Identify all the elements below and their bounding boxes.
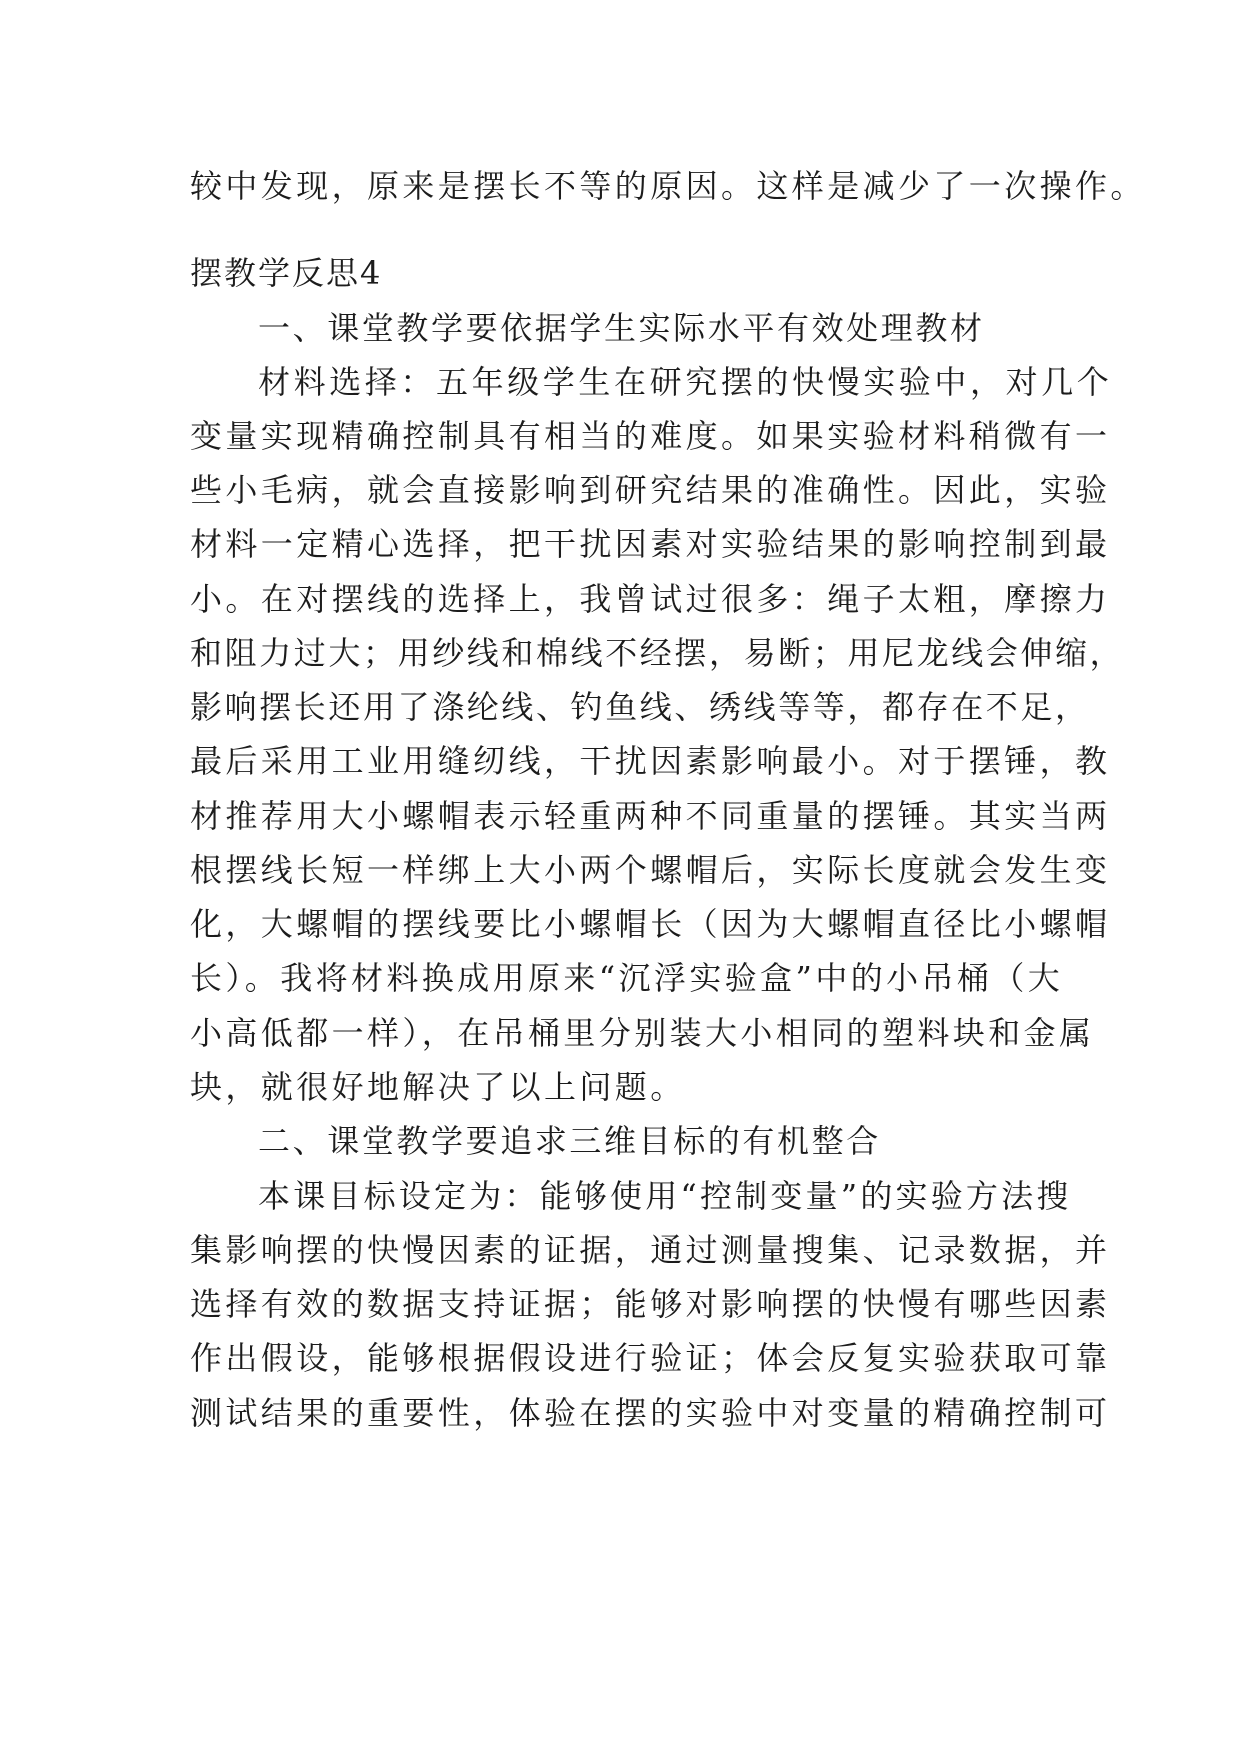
paragraph-line: 本课目标设定为：能够使用“控制变量”的实验方法搜 xyxy=(258,1177,1072,1215)
paragraph-line: 较中发现，原来是摆长不等的原因。这样是减少了一次操作。 xyxy=(190,167,1146,205)
paragraph-line: 影响摆长还用了涤纶线、钓鱼线、绣线等等，都存在不足， xyxy=(190,688,1090,726)
paragraph-line: 块，就很好地解决了以上问题。 xyxy=(190,1068,686,1106)
paragraph-line: 化，大螺帽的摆线要比小螺帽长（因为大螺帽直径比小螺帽 xyxy=(190,905,1111,943)
paragraph-line: 选择有效的数据支持证据；能够对影响摆的快慢有哪些因素 xyxy=(190,1285,1111,1323)
paragraph-line: 材料一定精心选择，把干扰因素对实验结果的影响控制到最 xyxy=(190,525,1111,563)
subheading: 一、课堂教学要依据学生实际水平有效处理教材 xyxy=(258,309,985,347)
paragraph-line: 些小毛病，就会直接影响到研究结果的准确性。因此，实验 xyxy=(190,471,1111,509)
paragraph-line: 小。在对摆线的选择上，我曾试过很多：绳子太粗，摩擦力 xyxy=(190,580,1111,618)
paragraph-line: 作出假设，能够根据假设进行验证；体会反复实验获取可靠 xyxy=(190,1339,1111,1377)
paragraph-line: 材料选择：五年级学生在研究摆的快慢实验中，对几个 xyxy=(258,363,1113,401)
paragraph-line: 最后采用工业用缝纫线，干扰因素影响最小。对于摆锤，教 xyxy=(190,742,1111,780)
paragraph-line: 测试结果的重要性，体验在摆的实验中对变量的精确控制可 xyxy=(190,1394,1111,1432)
paragraph-line: 根摆线长短一样绑上大小两个螺帽后，实际长度就会发生变 xyxy=(190,851,1111,889)
section-heading: 摆教学反思4 xyxy=(190,254,383,292)
paragraph-line: 小高低都一样），在吊桶里分别装大小相同的塑料块和金属 xyxy=(190,1014,1095,1052)
paragraph-line: 材推荐用大小螺帽表示轻重两种不同重量的摆锤。其实当两 xyxy=(190,797,1111,835)
paragraph-line: 长）。我将材料换成用原来“沉浮实验盒”中的小吊桶（大 xyxy=(190,959,1064,997)
paragraph-line: 集影响摆的快慢因素的证据，通过测量搜集、记录数据，并 xyxy=(190,1231,1111,1269)
paragraph-line: 和阻力过大；用纱线和棉线不经摆，易断；用尼龙线会伸缩， xyxy=(190,634,1125,672)
paragraph-line: 变量实现精确控制具有相当的难度。如果实验材料稍微有一 xyxy=(190,417,1111,455)
subheading: 二、课堂教学要追求三维目标的有机整合 xyxy=(258,1122,881,1160)
